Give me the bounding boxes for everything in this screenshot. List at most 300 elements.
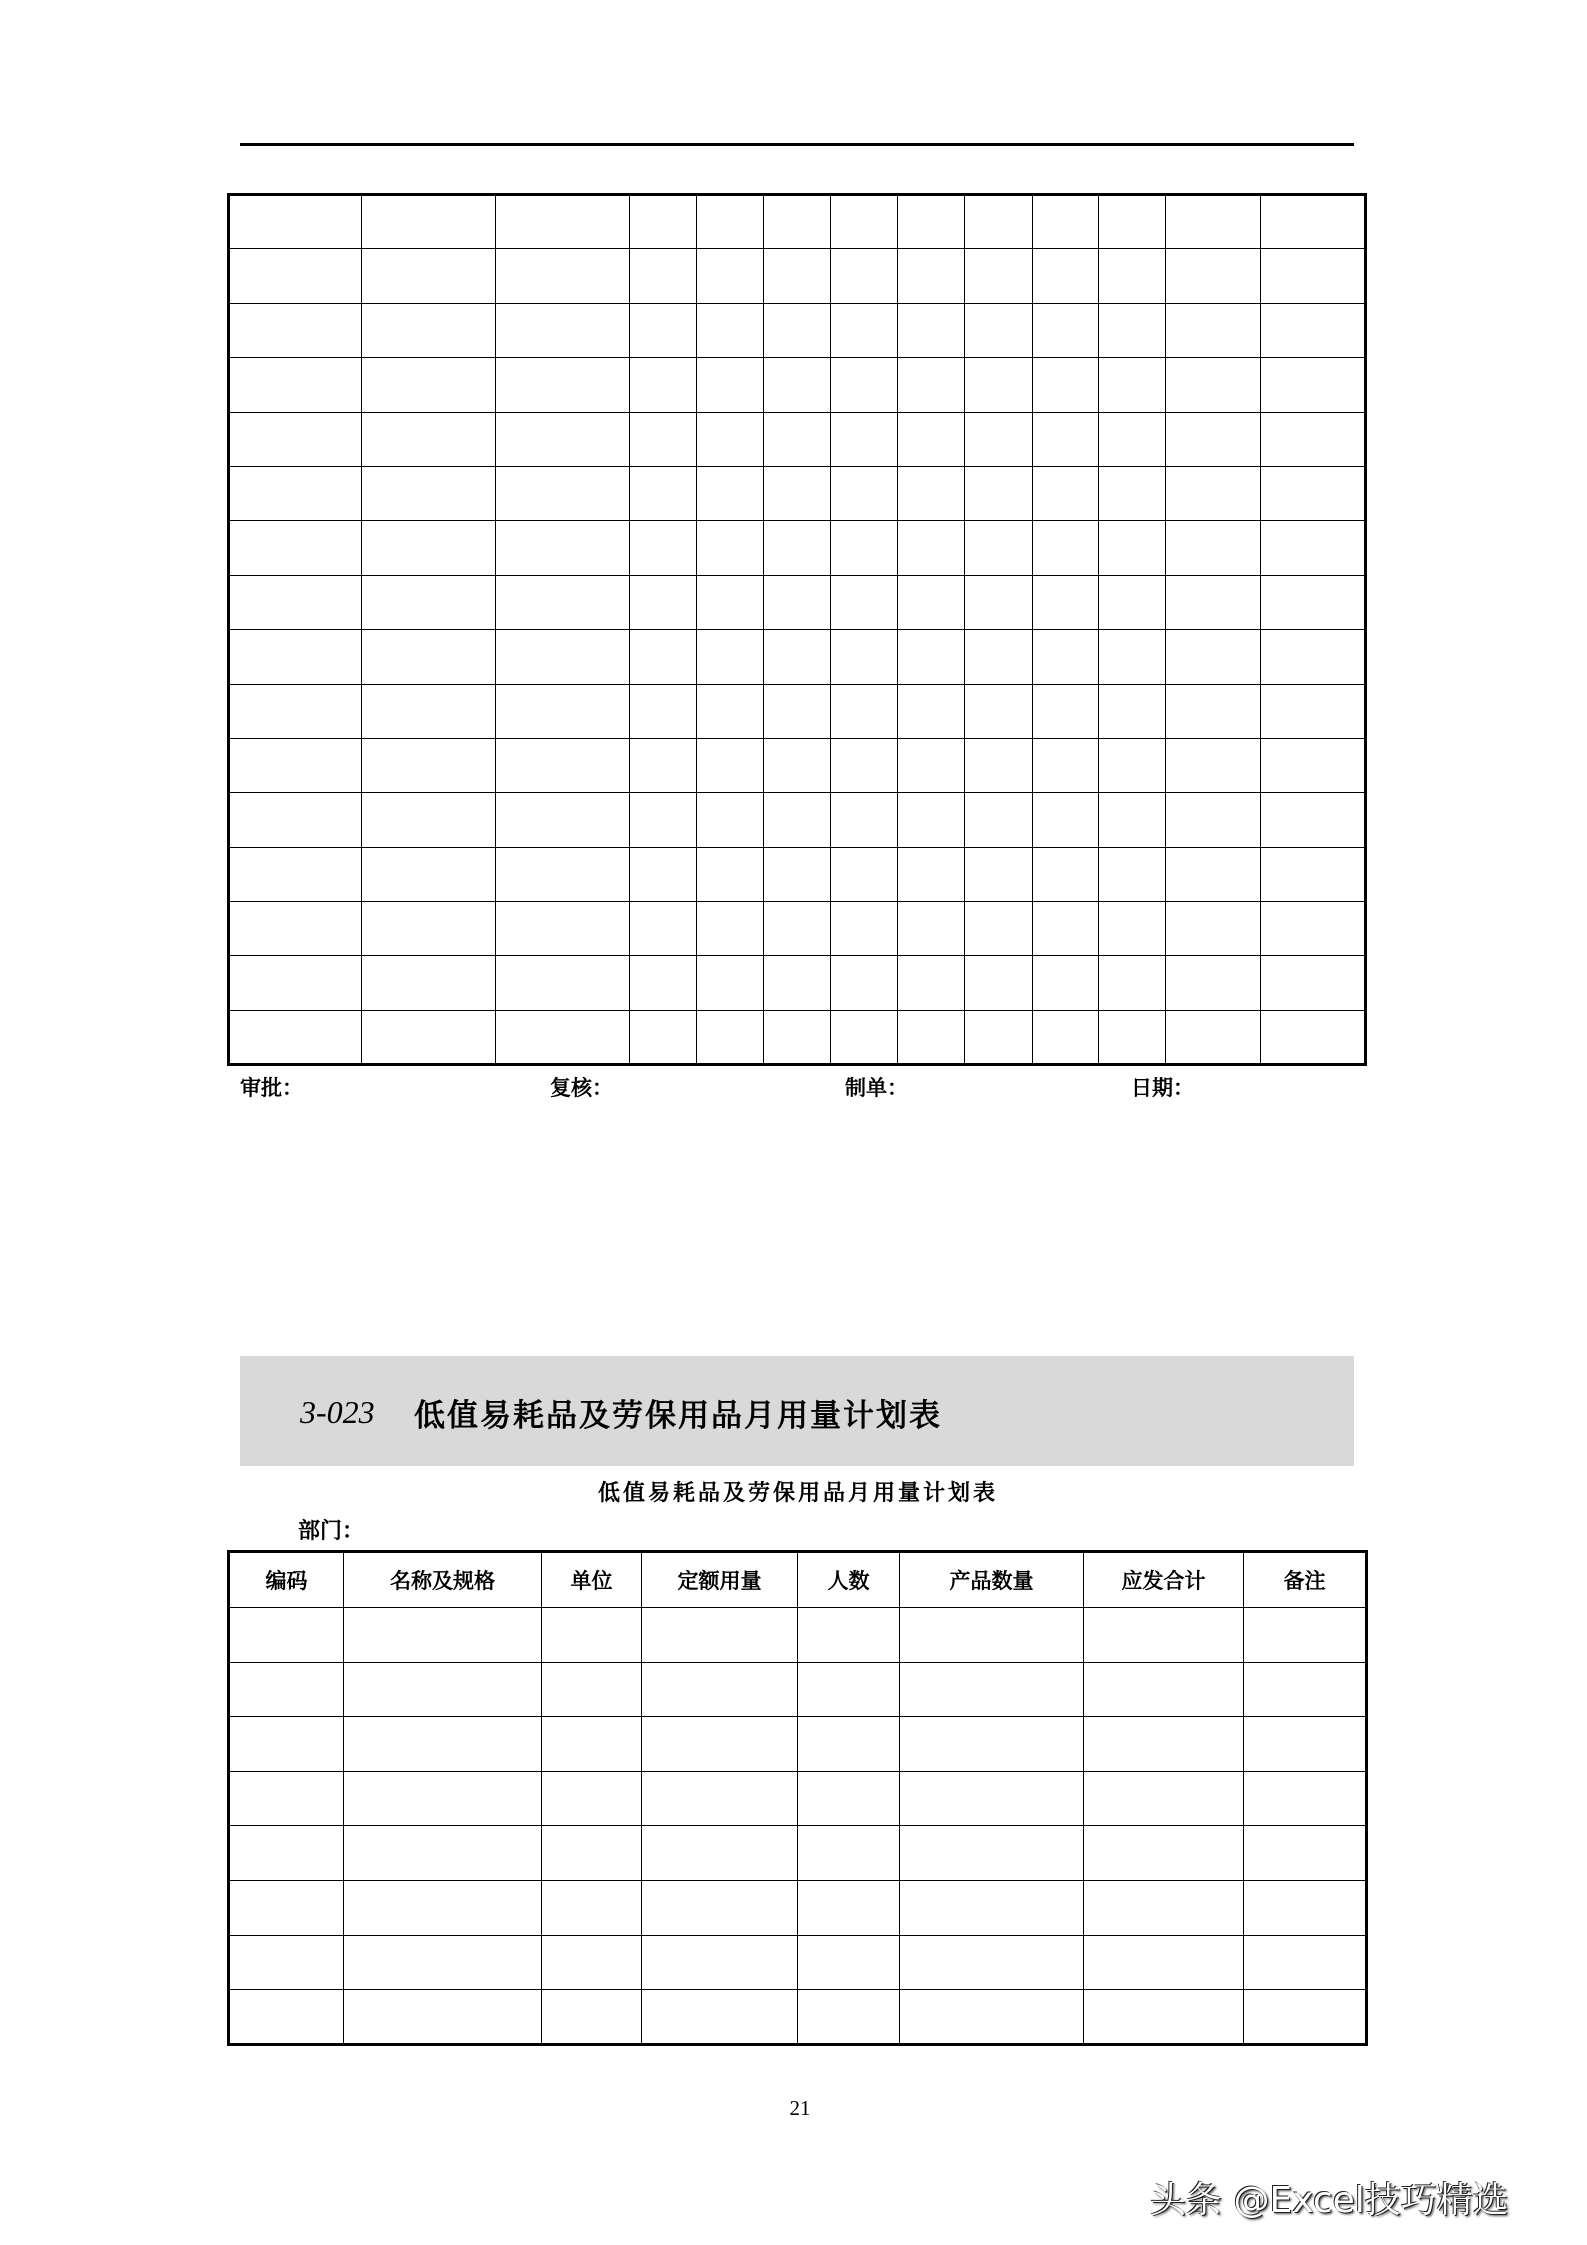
table-cell[interactable] <box>642 1771 798 1826</box>
table-cell[interactable] <box>362 630 496 684</box>
table-cell[interactable] <box>898 521 965 575</box>
table-cell[interactable] <box>831 956 898 1010</box>
table-cell[interactable] <box>1261 521 1366 575</box>
table-cell[interactable] <box>1084 1662 1244 1717</box>
table-cell[interactable] <box>229 1935 344 1990</box>
table-cell[interactable] <box>898 249 965 303</box>
table-cell[interactable] <box>900 1717 1084 1772</box>
table-cell[interactable] <box>965 195 1033 249</box>
table-row <box>229 249 1366 303</box>
table-cell[interactable] <box>697 358 764 412</box>
table-cell[interactable] <box>362 466 496 520</box>
table-row <box>229 1010 1366 1064</box>
table-cell[interactable] <box>697 902 764 956</box>
table-cell[interactable] <box>1244 1826 1367 1881</box>
table-cell[interactable] <box>344 1771 542 1826</box>
table-cell[interactable] <box>630 902 697 956</box>
table-cell[interactable] <box>1099 249 1166 303</box>
table-cell[interactable] <box>764 358 831 412</box>
table-cell[interactable] <box>362 249 496 303</box>
table-cell[interactable] <box>764 793 831 847</box>
table-cell[interactable] <box>798 1771 900 1826</box>
table-cell[interactable] <box>496 466 630 520</box>
table-cell[interactable] <box>496 1010 630 1064</box>
table-cell[interactable] <box>1033 412 1099 466</box>
table-cell[interactable] <box>542 1990 642 2045</box>
table-cell[interactable] <box>1261 358 1366 412</box>
table-cell[interactable] <box>798 1990 900 2045</box>
table-cell[interactable] <box>1261 466 1366 520</box>
table-cell[interactable] <box>362 521 496 575</box>
column-header: 人数 <box>798 1552 900 1608</box>
table-cell[interactable] <box>229 1880 344 1935</box>
table-cell[interactable] <box>630 466 697 520</box>
table-cell[interactable] <box>965 358 1033 412</box>
table-cell[interactable] <box>1084 1880 1244 1935</box>
table-cell[interactable] <box>630 630 697 684</box>
table-cell[interactable] <box>229 249 362 303</box>
table-cell[interactable] <box>697 466 764 520</box>
table-cell[interactable] <box>542 1662 642 1717</box>
table-row <box>229 521 1366 575</box>
table-cell[interactable] <box>1033 847 1099 901</box>
table-cell[interactable] <box>965 412 1033 466</box>
table-cell[interactable] <box>1099 1010 1166 1064</box>
table-cell[interactable] <box>1166 358 1261 412</box>
table-cell[interactable] <box>496 249 630 303</box>
table-cell[interactable] <box>362 575 496 629</box>
table-cell[interactable] <box>900 1826 1084 1881</box>
table-cell[interactable] <box>630 358 697 412</box>
table-cell[interactable] <box>1261 847 1366 901</box>
table-cell[interactable] <box>898 738 965 792</box>
table-cell[interactable] <box>965 466 1033 520</box>
table-cell[interactable] <box>630 575 697 629</box>
table-cell[interactable] <box>496 738 630 792</box>
table-cell[interactable] <box>229 956 362 1010</box>
table-row <box>229 1880 1367 1935</box>
table-cell[interactable] <box>1099 847 1166 901</box>
table-cell[interactable] <box>1261 738 1366 792</box>
table-cell[interactable] <box>697 738 764 792</box>
table-cell[interactable] <box>1033 466 1099 520</box>
table-cell[interactable] <box>229 1826 344 1881</box>
table-cell[interactable] <box>965 684 1033 738</box>
column-header: 单位 <box>542 1552 642 1608</box>
table-cell[interactable] <box>229 1608 344 1663</box>
table-cell[interactable] <box>1033 793 1099 847</box>
table-cell[interactable] <box>764 575 831 629</box>
table-cell[interactable] <box>1099 575 1166 629</box>
table-cell[interactable] <box>229 575 362 629</box>
table-cell[interactable] <box>900 1608 1084 1663</box>
table-cell[interactable] <box>1244 1880 1367 1935</box>
table-cell[interactable] <box>697 793 764 847</box>
table-cell[interactable] <box>1099 521 1166 575</box>
table-cell[interactable] <box>630 195 697 249</box>
table-cell[interactable] <box>965 1010 1033 1064</box>
table-cell[interactable] <box>764 847 831 901</box>
table-cell[interactable] <box>1166 466 1261 520</box>
table-cell[interactable] <box>1084 1990 1244 2045</box>
table-cell[interactable] <box>496 847 630 901</box>
table-cell[interactable] <box>965 738 1033 792</box>
table-cell[interactable] <box>496 684 630 738</box>
column-header: 定额用量 <box>642 1552 798 1608</box>
table-cell[interactable] <box>764 249 831 303</box>
section-banner <box>240 1356 1354 1466</box>
plan-table <box>227 1550 1368 2046</box>
table-cell[interactable] <box>496 303 630 357</box>
table-cell[interactable] <box>831 902 898 956</box>
table-cell[interactable] <box>898 956 965 1010</box>
table-cell[interactable] <box>1033 1010 1099 1064</box>
table-cell[interactable] <box>697 303 764 357</box>
table-cell[interactable] <box>229 630 362 684</box>
table-cell[interactable] <box>697 1010 764 1064</box>
table-cell[interactable] <box>362 303 496 357</box>
table-cell[interactable] <box>496 575 630 629</box>
table-cell[interactable] <box>1033 358 1099 412</box>
table-cell[interactable] <box>630 956 697 1010</box>
table-cell[interactable] <box>542 1826 642 1881</box>
section-code: 3-023 <box>300 1394 375 1430</box>
table-cell[interactable] <box>898 847 965 901</box>
table-cell[interactable] <box>764 195 831 249</box>
table-row <box>229 466 1366 520</box>
table-cell[interactable] <box>900 1662 1084 1717</box>
table-cell[interactable] <box>642 1935 798 1990</box>
table-cell[interactable] <box>1261 956 1366 1010</box>
table-cell[interactable] <box>1033 521 1099 575</box>
table-cell[interactable] <box>831 630 898 684</box>
table-cell[interactable] <box>831 1010 898 1064</box>
table-cell[interactable] <box>965 575 1033 629</box>
table-cell[interactable] <box>496 902 630 956</box>
table-cell[interactable] <box>764 466 831 520</box>
table-cell[interactable] <box>1084 1717 1244 1772</box>
table-cell[interactable] <box>764 902 831 956</box>
table-cell[interactable] <box>898 902 965 956</box>
table-cell[interactable] <box>1261 684 1366 738</box>
table-cell[interactable] <box>1166 684 1261 738</box>
form-title: 低值易耗品及劳保用品月用量计划表 <box>597 1481 998 1506</box>
section-title: 低值易耗品及劳保用品月用量计划表 <box>414 1398 942 1434</box>
table-cell[interactable] <box>898 630 965 684</box>
table-cell[interactable] <box>764 412 831 466</box>
table-cell[interactable] <box>1033 195 1099 249</box>
table-cell[interactable] <box>229 1662 344 1717</box>
table-cell[interactable] <box>1033 684 1099 738</box>
table-cell[interactable] <box>764 956 831 1010</box>
table-cell[interactable] <box>697 684 764 738</box>
table-cell[interactable] <box>1261 303 1366 357</box>
table-cell[interactable] <box>1166 630 1261 684</box>
table-cell[interactable] <box>229 684 362 738</box>
table-cell[interactable] <box>362 195 496 249</box>
table-cell[interactable] <box>1166 303 1261 357</box>
table-cell[interactable] <box>1166 521 1261 575</box>
table-cell[interactable] <box>798 1826 900 1881</box>
table-cell[interactable] <box>362 956 496 1010</box>
table-cell[interactable] <box>900 1935 1084 1990</box>
table-cell[interactable] <box>542 1608 642 1663</box>
table-cell[interactable] <box>229 1717 344 1772</box>
table-cell[interactable] <box>362 902 496 956</box>
table-cell[interactable] <box>229 1990 344 2045</box>
table-cell[interactable] <box>1166 847 1261 901</box>
table-cell[interactable] <box>1261 902 1366 956</box>
table-cell[interactable] <box>1033 902 1099 956</box>
table-cell[interactable] <box>965 521 1033 575</box>
table-row <box>229 412 1366 466</box>
table-cell[interactable] <box>1033 630 1099 684</box>
table-cell[interactable] <box>1099 956 1166 1010</box>
table-cell[interactable] <box>764 1010 831 1064</box>
table-cell[interactable] <box>1166 956 1261 1010</box>
table-cell[interactable] <box>831 521 898 575</box>
table-cell[interactable] <box>1099 303 1166 357</box>
table-cell[interactable] <box>1033 575 1099 629</box>
table-cell[interactable] <box>496 793 630 847</box>
table-cell[interactable] <box>229 738 362 792</box>
table-cell[interactable] <box>831 412 898 466</box>
table-row <box>229 684 1366 738</box>
table-cell[interactable] <box>1244 1990 1367 2045</box>
table-row <box>229 847 1366 901</box>
table-cell[interactable] <box>1244 1717 1367 1772</box>
table-cell[interactable] <box>697 249 764 303</box>
table-cell[interactable] <box>798 1608 900 1663</box>
table-row <box>229 1826 1367 1881</box>
table-cell[interactable] <box>229 1010 362 1064</box>
table-cell[interactable] <box>229 902 362 956</box>
table-cell[interactable] <box>965 630 1033 684</box>
table-cell[interactable] <box>630 793 697 847</box>
table-cell[interactable] <box>542 1935 642 1990</box>
table-cell[interactable] <box>1166 249 1261 303</box>
table-cell[interactable] <box>1166 902 1261 956</box>
table-row <box>229 1771 1367 1826</box>
table-cell[interactable] <box>229 793 362 847</box>
table-cell[interactable] <box>831 358 898 412</box>
table-cell[interactable] <box>1099 466 1166 520</box>
table-cell[interactable] <box>630 521 697 575</box>
table-cell[interactable] <box>344 1880 542 1935</box>
table-cell[interactable] <box>898 466 965 520</box>
table-cell[interactable] <box>642 1662 798 1717</box>
table-cell[interactable] <box>362 793 496 847</box>
table-cell[interactable] <box>630 847 697 901</box>
table-cell[interactable] <box>630 303 697 357</box>
table-cell[interactable] <box>344 1717 542 1772</box>
table-cell[interactable] <box>1099 358 1166 412</box>
table-cell[interactable] <box>1261 195 1366 249</box>
table-cell[interactable] <box>965 847 1033 901</box>
table-cell[interactable] <box>831 847 898 901</box>
header-row <box>229 1552 1367 1608</box>
table-row <box>229 1990 1367 2045</box>
table-cell[interactable] <box>496 358 630 412</box>
table-cell[interactable] <box>229 466 362 520</box>
table-cell[interactable] <box>229 358 362 412</box>
table-cell[interactable] <box>362 684 496 738</box>
table-cell[interactable] <box>1166 738 1261 792</box>
table-cell[interactable] <box>496 630 630 684</box>
table-cell[interactable] <box>362 738 496 792</box>
table-cell[interactable] <box>1261 575 1366 629</box>
table-cell[interactable] <box>362 412 496 466</box>
table-cell[interactable] <box>831 575 898 629</box>
table-cell[interactable] <box>1244 1935 1367 1990</box>
table-cell[interactable] <box>697 956 764 1010</box>
table-cell[interactable] <box>344 1935 542 1990</box>
table-cell[interactable] <box>898 793 965 847</box>
table-cell[interactable] <box>496 412 630 466</box>
table-cell[interactable] <box>898 684 965 738</box>
table-cell[interactable] <box>697 412 764 466</box>
table-cell[interactable] <box>1099 738 1166 792</box>
table-cell[interactable] <box>1033 303 1099 357</box>
table-cell[interactable] <box>697 575 764 629</box>
table-cell[interactable] <box>965 956 1033 1010</box>
table-cell[interactable] <box>1166 412 1261 466</box>
table-cell[interactable] <box>344 1826 542 1881</box>
table-cell[interactable] <box>898 195 965 249</box>
table-cell[interactable] <box>764 738 831 792</box>
table-cell[interactable] <box>1166 195 1261 249</box>
blank-table <box>227 193 1367 1066</box>
table-cell[interactable] <box>900 1880 1084 1935</box>
table-cell[interactable] <box>831 303 898 357</box>
table-cell[interactable] <box>1084 1608 1244 1663</box>
table-cell[interactable] <box>831 466 898 520</box>
table-cell[interactable] <box>965 902 1033 956</box>
table-cell[interactable] <box>900 1990 1084 2045</box>
table-cell[interactable] <box>229 303 362 357</box>
table-cell[interactable] <box>496 956 630 1010</box>
table-cell[interactable] <box>542 1717 642 1772</box>
table-cell[interactable] <box>900 1771 1084 1826</box>
table-cell[interactable] <box>362 358 496 412</box>
table-cell[interactable] <box>542 1880 642 1935</box>
table-cell[interactable] <box>1244 1608 1367 1663</box>
table-cell[interactable] <box>1261 249 1366 303</box>
table-cell[interactable] <box>1033 249 1099 303</box>
table-cell[interactable] <box>496 521 630 575</box>
table-cell[interactable] <box>229 195 362 249</box>
table-cell[interactable] <box>697 521 764 575</box>
table-cell[interactable] <box>630 412 697 466</box>
table-cell[interactable] <box>642 1608 798 1663</box>
table-cell[interactable] <box>1084 1935 1244 1990</box>
table-cell[interactable] <box>1261 793 1366 847</box>
table-cell[interactable] <box>697 195 764 249</box>
table-cell[interactable] <box>831 738 898 792</box>
table-cell[interactable] <box>898 575 965 629</box>
table-cell[interactable] <box>798 1880 900 1935</box>
table-row <box>229 793 1366 847</box>
table-cell[interactable] <box>1261 1010 1366 1064</box>
table-cell[interactable] <box>229 847 362 901</box>
table-cell[interactable] <box>362 1010 496 1064</box>
table-cell[interactable] <box>898 303 965 357</box>
table-cell[interactable] <box>642 1880 798 1935</box>
table-cell[interactable] <box>1099 195 1166 249</box>
header-rule <box>240 143 1354 146</box>
table-cell[interactable] <box>229 412 362 466</box>
table-cell[interactable] <box>1099 412 1166 466</box>
table-cell[interactable] <box>697 630 764 684</box>
table-cell[interactable] <box>496 195 630 249</box>
table-cell[interactable] <box>630 1010 697 1064</box>
table-cell[interactable] <box>344 1608 542 1663</box>
table-cell[interactable] <box>798 1935 900 1990</box>
column-header: 产品数量 <box>900 1552 1084 1608</box>
table-cell[interactable] <box>831 684 898 738</box>
table-cell[interactable] <box>229 1771 344 1826</box>
table-cell[interactable] <box>630 249 697 303</box>
column-header: 备注 <box>1244 1552 1367 1608</box>
table-cell[interactable] <box>1244 1771 1367 1826</box>
table-cell[interactable] <box>898 358 965 412</box>
table-cell[interactable] <box>1261 412 1366 466</box>
table-cell[interactable] <box>1033 956 1099 1010</box>
table-cell[interactable] <box>1166 1010 1261 1064</box>
table-cell[interactable] <box>1166 575 1261 629</box>
table-cell[interactable] <box>831 793 898 847</box>
table-cell[interactable] <box>764 303 831 357</box>
table-cell[interactable] <box>642 1717 798 1772</box>
table-cell[interactable] <box>831 249 898 303</box>
table-cell[interactable] <box>697 847 764 901</box>
table-cell[interactable] <box>362 847 496 901</box>
table-row <box>229 630 1366 684</box>
table-cell[interactable] <box>1084 1771 1244 1826</box>
table-cell[interactable] <box>965 249 1033 303</box>
table-cell[interactable] <box>344 1990 542 2045</box>
date-label: 日期： <box>1131 1076 1194 1100</box>
table-cell[interactable] <box>344 1662 542 1717</box>
table-cell[interactable] <box>798 1662 900 1717</box>
table-cell[interactable] <box>764 521 831 575</box>
table-cell[interactable] <box>1099 793 1166 847</box>
table-cell[interactable] <box>1166 793 1261 847</box>
table-cell[interactable] <box>1033 738 1099 792</box>
table-cell[interactable] <box>229 521 362 575</box>
table-cell[interactable] <box>831 195 898 249</box>
department-label: 部门： <box>298 1519 365 1544</box>
table-cell[interactable] <box>1099 630 1166 684</box>
table-cell[interactable] <box>642 1990 798 2045</box>
table-cell[interactable] <box>898 412 965 466</box>
table-cell[interactable] <box>1084 1826 1244 1881</box>
table-cell[interactable] <box>1099 684 1166 738</box>
table-cell[interactable] <box>898 1010 965 1064</box>
table-cell[interactable] <box>630 684 697 738</box>
table-cell[interactable] <box>1099 902 1166 956</box>
table-cell[interactable] <box>542 1771 642 1826</box>
table-cell[interactable] <box>965 793 1033 847</box>
table-cell[interactable] <box>798 1717 900 1772</box>
table-cell[interactable] <box>642 1826 798 1881</box>
table-cell[interactable] <box>965 303 1033 357</box>
table-cell[interactable] <box>630 738 697 792</box>
table-cell[interactable] <box>764 630 831 684</box>
table-cell[interactable] <box>1244 1662 1367 1717</box>
table-cell[interactable] <box>764 684 831 738</box>
table-cell[interactable] <box>1261 630 1366 684</box>
